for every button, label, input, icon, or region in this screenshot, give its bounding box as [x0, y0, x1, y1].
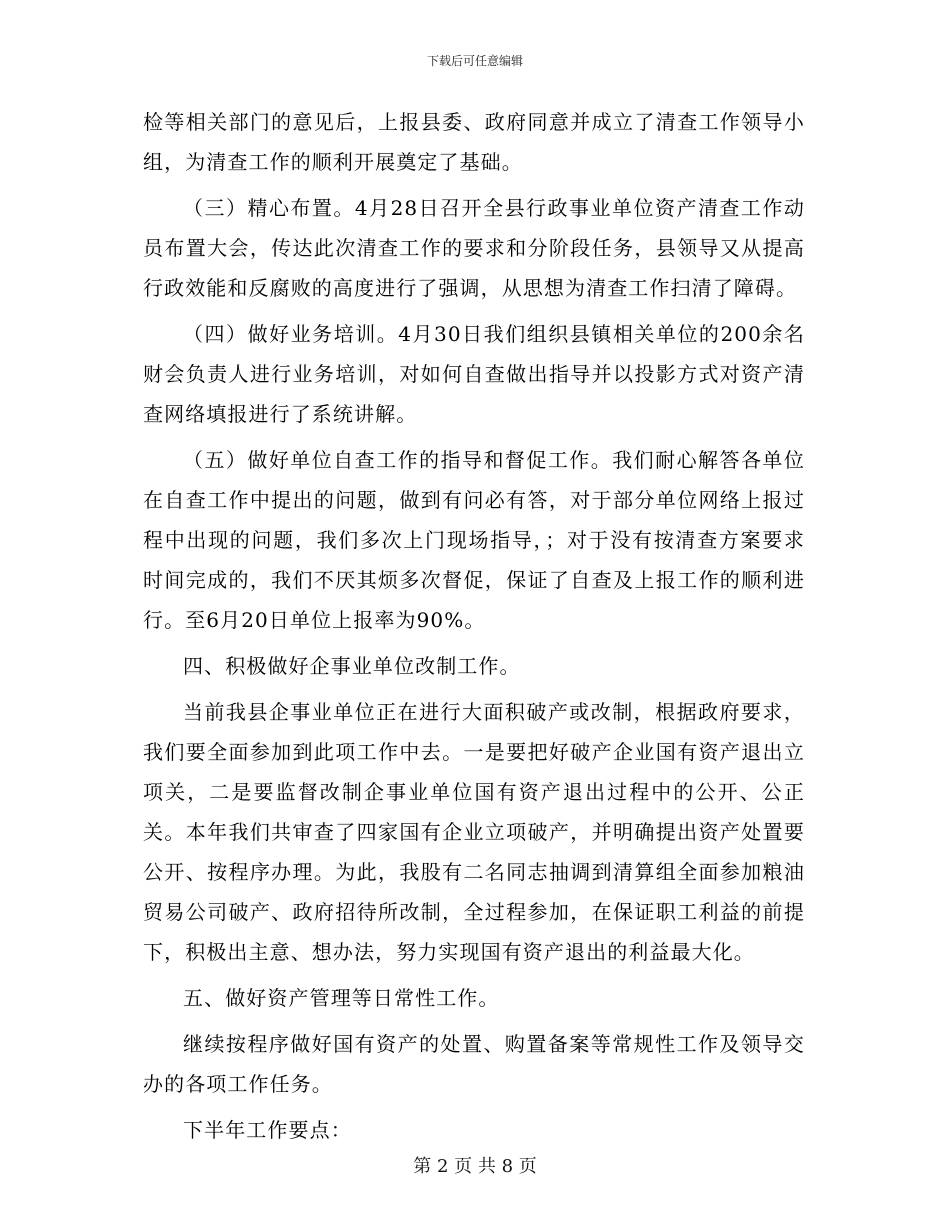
section-heading-5: 五、做好资产管理等日常性工作。	[183, 986, 500, 1010]
page-footer: 第 2 页 共 8 页	[413, 1156, 537, 1177]
paragraph-1: 检等相关部门的意见后，上报县委、政府同意并成立了清查工作领导小组，为清查工作的顺利开展奠定了基础。	[143, 110, 805, 174]
page-header: 下载后可任意编辑	[426, 54, 523, 68]
section-heading-4: 四、积极做好企事业单位改制工作。	[183, 654, 521, 678]
document-body	[143, 102, 805, 1156]
paragraph-7: 下半年工作要点：	[183, 1118, 352, 1142]
paragraph-2: （三）精心布置。4月28日召开全县行政事业单位资产清查工作动员布置大会，传达此次清查工作的要求和分阶段任务，县领导又从提高行政效能和反腐败的高度进行了强调，从思想为清查工作扫清了障碍。	[143, 196, 805, 300]
paragraph-6: 继续按程序做好国有资产的处置、购置备案等常规性工作及领导交办的各项工作任务。	[143, 1032, 805, 1096]
paragraph-5: 当前我县企事业单位正在进行大面积破产或改制，根据政府要求，我们要全面参加到此项工作中去。一是要把好破产企业国有资产退出立项关，二是要监督改制企事业单位国有资产退出过程中的公开、公正关。本年我们共审查了四家国有企业立项破产，并明确提出资产处置要公开、按程序办理。为此，我股有二名同志抽调到清算组全面参加粮油贸易公司破产、政府招待所改制，全过程参加，在保证职工利益的前提下，积极出主意、想办法，努力实现国有资产退出的利益最大化。	[143, 700, 805, 964]
paragraph-4: （五）做好单位自查工作的指导和督促工作。我们耐心解答各单位在自查工作中提出的问题，做到有问必有答，对于部分单位网络上报过程中出现的问题，我们多次上门现场指导，；对于没有按清查方案要求时间完成的，我们不厌其烦多次督促，保证了自查及上报工作的顺利进行。至6月20日单位上报率为90%。	[143, 448, 805, 632]
paragraph-3: （四）做好业务培训。4月30日我们组织县镇相关单位的200余名财会负责人进行业务培训，对如何自查做出指导并以投影方式对资产清查网络填报进行了系统讲解。	[143, 322, 805, 426]
